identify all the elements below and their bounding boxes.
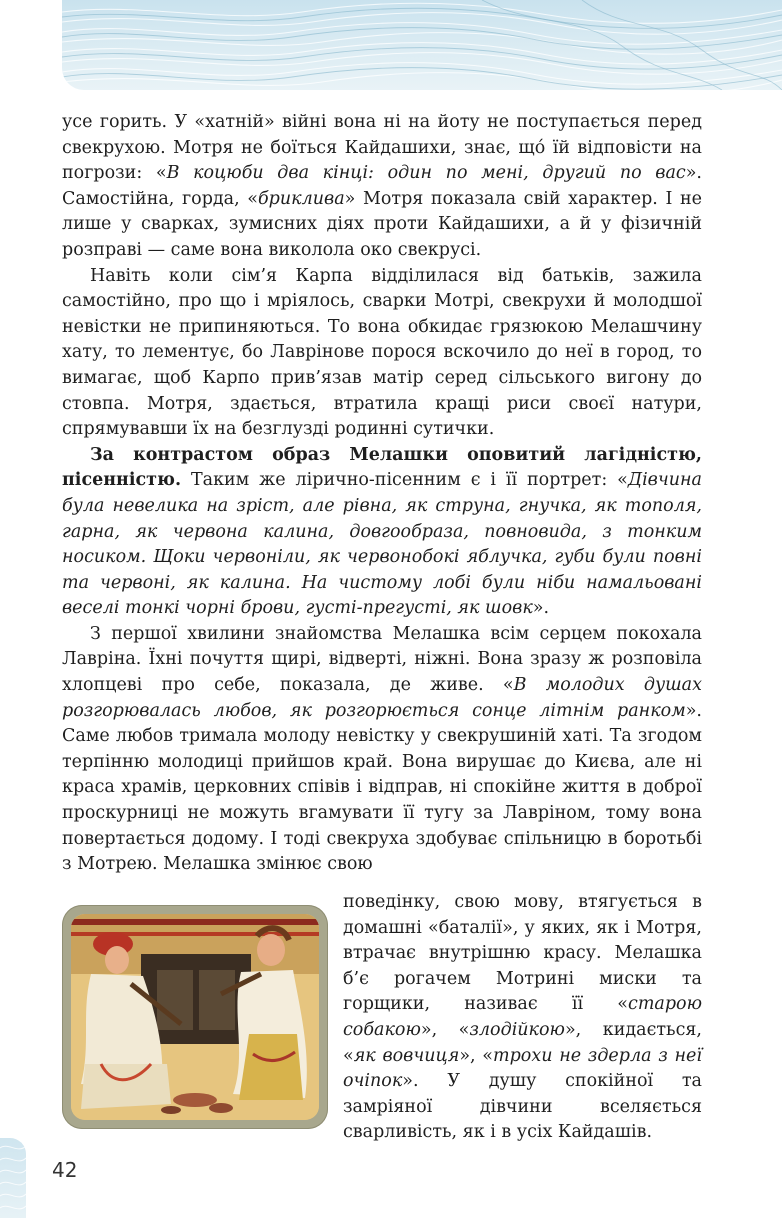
text-run: », « [420, 1019, 470, 1040]
quote-text: трохи не здерла з неї очіпок [343, 1045, 702, 1092]
text-run: Навіть коли сім’я Карпа відділилася від батьків, зажила самостійно, про що і мріялось, сварки Мотрі, свекрухи й молодшої невістки не припиняються. То вона обкидає грязюкою Мелашчину хату, то лементує, бо Лаврінове порося вскочило до неї в город, то вимагає, щоб Карпо прив’язав матір серед сільського вигону до стовпа. Мотря, здається, втратила кращі риси своєї натури, спрямувавши їх на безглузді родинні сутички. [62, 265, 702, 440]
text-run: поведінку, свою мову, втягується в домашні «баталії», у яких, як і Мотря, втрачає внутрішню красу. Мелашка б’є рогачем Мотрині миски та горщики, називає її « [343, 892, 702, 1015]
quote-text: В молодих душах розгорювалась любов, як розгорюється сонце літнім ранком [62, 675, 702, 721]
text-run: Таким же лірично-пісенним є і її портрет: « [181, 470, 628, 491]
quote-text: Дівчина була невелика на зріст, але рівна, як струна, гнучка, як тополя, гарна, як червона калина, довгообраза, повновида, з тонким носиком. Щоки червоніли, як червонобокі яблучка, губи були повні та червоні, як калина. На чистому лобі були ніби намальовані веселі тонкі чорні брови, густі-прегусті, як шовк [62, 470, 702, 619]
illustration-frame [62, 905, 328, 1129]
text-run: », кидається, « [343, 1019, 702, 1066]
paragraph [343, 890, 702, 1146]
quote-text: старою собакою [343, 994, 702, 1040]
paragraph [62, 110, 702, 264]
text-run: ». [532, 598, 550, 619]
illustration-painting [71, 914, 319, 1120]
main-text [62, 110, 702, 878]
page-number: 42 [52, 1158, 78, 1182]
emphasis-text: За контрастом образ Мелашки оповитий лагідністю, пісенністю. [62, 444, 702, 491]
decorative-corner-band [0, 1138, 26, 1218]
quote-text: бриклива [257, 188, 345, 209]
paragraph [62, 443, 702, 622]
wave-pattern [62, 0, 782, 90]
decorative-header-band [62, 0, 782, 90]
side-text [343, 890, 702, 1146]
text-run: », « [459, 1045, 494, 1066]
text-run: усе горить. У «хатній» війні вона ні на йоту не поступається перед свекрухою. Мотря не боїться Кайдашихи, знає, щó їй відповісти на погрози: « [62, 112, 702, 184]
quote-text: злодійкою [469, 1019, 565, 1040]
text-run: ». Самостійна, горда, « [62, 163, 702, 209]
text-run: » Мотря показала свій характер. І не лише у сварках, зумисних діях проти Кайдашихи, а й у фізичній розправі — саме вона виколола око свекрусі. [62, 188, 702, 260]
quote-text: В коцюби два кінці: один по мені, другий по вас [166, 163, 686, 184]
quote-text: як вовчиця [353, 1045, 460, 1066]
text-run: З першої хвилини знайомства Мелашка всім серцем покохала Лавріна. Їхні почуття щирі, відверті, ніжні. Вона зразу ж розповіла хлопцеві про себе, показала, де живе. « [62, 623, 702, 696]
paragraph [62, 622, 702, 878]
paragraph [62, 264, 702, 443]
text-run: ». У душу спокійної та замріяної дівчини вселяється сварливість, як і в усіх Кайдашів. [343, 1071, 702, 1143]
text-run: ». Саме любов тримала молоду невістку у свекрушиній хаті. Та згодом терпінню молодиці прийшов край. Вона вирушає до Києва, але ні краса храмів, церковних співів і відправ, ні спокійне життя в доброї проскурниці не можуть вгамувати її тугу за Лавріном, тому вона повертається додому. І тоді свекруха здобуває спільницю в боротьбі з Мотрею. Мелашка змінює свою [62, 700, 702, 875]
